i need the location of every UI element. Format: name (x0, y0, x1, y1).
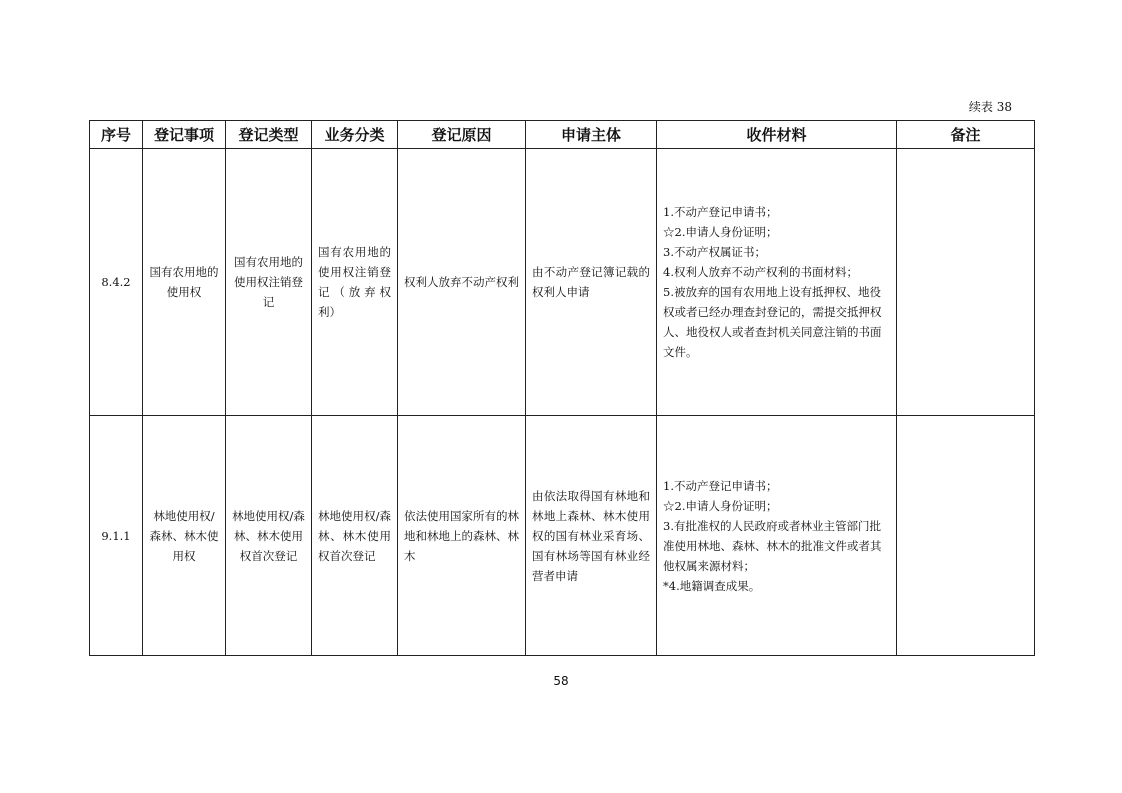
cell-seq: 9.1.1 (90, 416, 143, 656)
header-materials: 收件材料 (657, 121, 897, 149)
header-item: 登记事项 (143, 121, 226, 149)
cell-remark (897, 149, 1035, 416)
material-item: 3.有批准权的人民政府或者林业主管部门批准使用林地、森林、林木的批准文件或者其他权属来源材料； (663, 518, 882, 573)
material-item: 1.不动产登记申请书； (663, 205, 778, 219)
cell-materials (657, 149, 897, 416)
cell-materials (657, 416, 897, 656)
table-row (90, 149, 1035, 416)
cell-type: 国有农用地的使用权注销登记 (226, 149, 312, 416)
header-seq: 序号 (90, 121, 143, 149)
cell-seq: 8.4.2 (90, 149, 143, 416)
material-item: 5.被放弃的国有农用地上设有抵押权、地役权或者已经办理查封登记的，需提交抵押权人、地役权人或者查封机关同意注销的书面文件。 (663, 285, 882, 359)
cell-type: 林地使用权/森林、林木使用权首次登记 (226, 416, 312, 656)
material-item: 4.权利人放弃不动产权利的书面材料； (663, 265, 858, 279)
continue-table-label: 续表 38 (968, 100, 1012, 114)
header-remark: 备注 (897, 121, 1035, 149)
header-applicant: 申请主体 (526, 121, 657, 149)
header-category: 业务分类 (312, 121, 398, 149)
cell-category: 林地使用权/森林、林木使用权首次登记 (312, 416, 398, 656)
cell-reason: 权利人放弃不动产权利 (398, 149, 526, 416)
cell-item: 国有农用地的使用权 (143, 149, 226, 416)
material-item: ☆2.申请人身份证明； (663, 498, 778, 513)
registration-table (89, 120, 1035, 656)
material-item: *4.地籍调查成果。 (663, 578, 761, 593)
cell-category: 国有农用地的使用权注销登记（放弃权利） (312, 149, 398, 416)
header-row (90, 121, 1035, 149)
header-reason: 登记原因 (398, 121, 526, 149)
cell-applicant: 由依法取得国有林地和林地上森林、林木使用权的国有林业采育场、国有林场等国有林业经营者申请 (526, 416, 657, 656)
cell-remark (897, 416, 1035, 656)
header-type: 登记类型 (226, 121, 312, 149)
table-row (90, 416, 1035, 656)
page-number: 58 (553, 674, 569, 688)
cell-reason: 依法使用国家所有的林地和林地上的森林、林木 (398, 416, 526, 656)
material-item: 1.不动产登记申请书； (663, 478, 778, 493)
cell-item: 林地使用权/森林、林木使用权 (143, 416, 226, 656)
material-item: ☆2.申请人身份证明； (663, 225, 778, 239)
cell-applicant: 由不动产登记簿记载的权利人申请 (526, 149, 657, 416)
material-item: 3.不动产权属证书； (663, 245, 766, 259)
